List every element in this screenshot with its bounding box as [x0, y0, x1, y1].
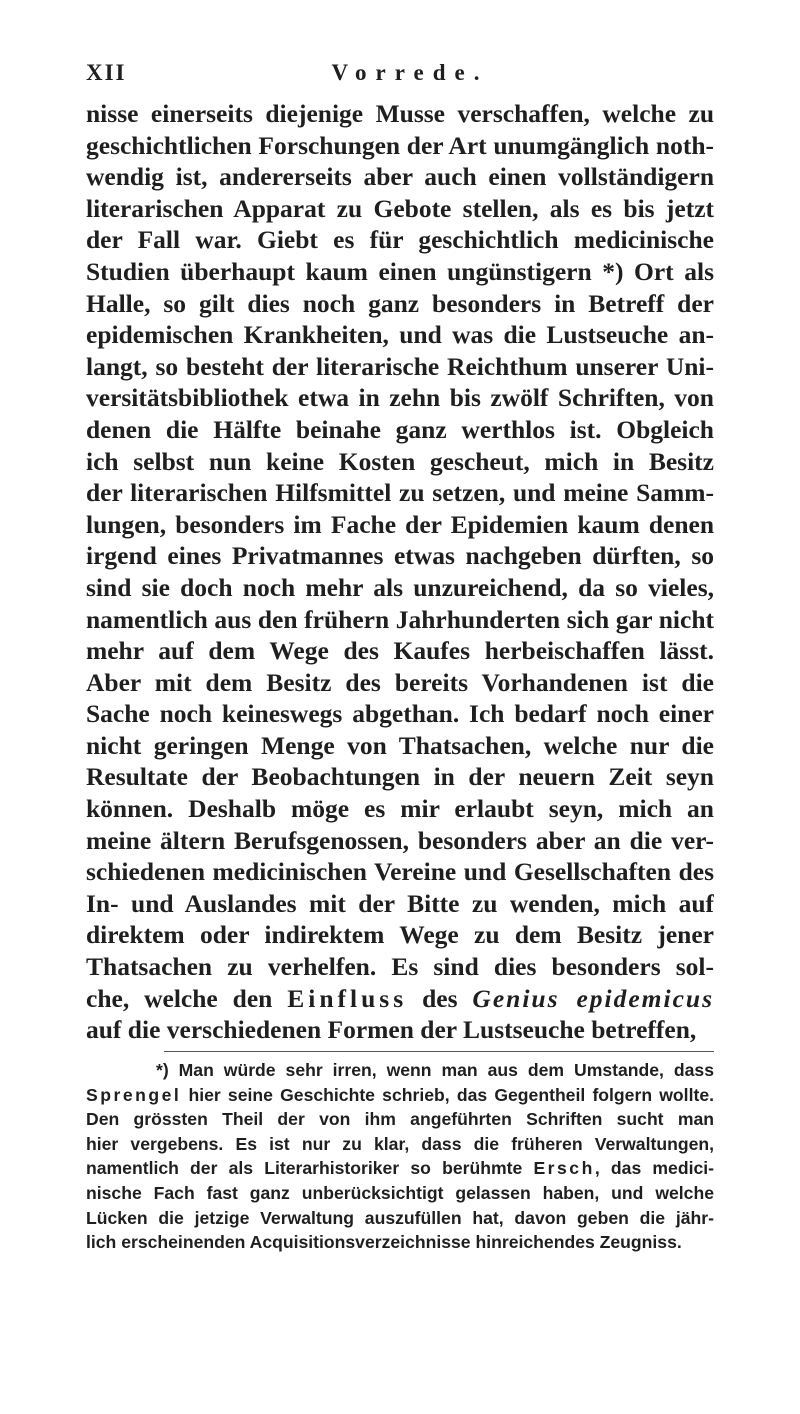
- footnote-rule: [164, 1051, 714, 1052]
- text-line: namentlich aus den frühern Jahrhunderten sich gar nicht: [86, 604, 714, 634]
- text-line: der Fall war. Giebt es für geschichtlich medicinische: [86, 225, 714, 255]
- footnote-line: [86, 1083, 714, 1108]
- text-line: schiedenen medicinischen Vereine und Gesellschaften des: [86, 857, 714, 887]
- text-line: lungen, besonders im Fache der Epidemien kaum denen: [86, 509, 714, 539]
- footnote: [86, 1058, 714, 1255]
- footnote-line: *) Man würde sehr irren, wenn man aus dem Umstande, dass: [156, 1060, 714, 1080]
- text-line: auf die verschiedenen Formen der Lustseuche betreffen,: [86, 1015, 697, 1045]
- text-fragment: , das medici-: [594, 1158, 714, 1179]
- text-line: versitätsbibliothek etwa in zehn bis zwölf Schriften, von: [86, 383, 714, 413]
- text-line: Aber mit dem Besitz des bereits Vorhandenen ist die: [86, 667, 714, 697]
- text-line: direktem oder indirektem Wege zu dem Besitz jener: [86, 920, 714, 950]
- author-name: Ersch: [533, 1158, 595, 1179]
- text-fragment: namentlich der als Literarhistoriker so berühmte: [86, 1158, 534, 1179]
- text-line: Halle, so gilt dies noch ganz besonders in Betreff der: [86, 288, 714, 318]
- text-line: nicht geringen Menge von Thatsachen, welche nur die: [86, 730, 714, 760]
- text-line: nisse einerseits diejenige Musse verschaffen, welche zu: [86, 99, 714, 128]
- text-line: meine ältern Berufsgenossen, besonders aber an die ver-: [86, 825, 714, 855]
- text-fragment: des: [407, 983, 473, 1013]
- text-line: Thatsachen zu verhelfen. Es sind dies besonders sol-: [86, 952, 714, 982]
- footnote-line: [86, 1156, 714, 1181]
- text-line: mehr auf dem Wege des Kaufes herbeischaffen lässt.: [86, 636, 714, 666]
- text-line: der literarischen Hilfsmittel zu setzen, und meine Samm-: [86, 478, 714, 508]
- text-line: geschichtlichen Forschungen der Art unumgänglich noth-: [86, 130, 714, 160]
- text-line: sind sie doch noch mehr als unzureichend, da so vieles,: [86, 572, 714, 602]
- text-fragment: hier seine Geschichte schrieb, das Gegentheil folgern wollte.: [181, 1084, 714, 1105]
- text-line: wendig ist, andererseits aber auch einen vollständigern: [86, 162, 714, 192]
- text-line: Sache noch keineswegs abgethan. Ich bedarf noch einer: [86, 699, 714, 729]
- page-number: XII: [86, 60, 127, 85]
- text-line: irgend eines Privatmannes etwas nachgeben dürften, so: [86, 541, 714, 571]
- text-line: ich selbst nun keine Kosten gescheut, mich in Besitz: [86, 446, 714, 476]
- author-name: Sprengel: [86, 1084, 182, 1105]
- latin-term: Genius epidemicus: [472, 983, 714, 1013]
- text-line: denen die Hälfte beinahe ganz werthlos ist. Obgleich: [86, 414, 714, 444]
- text-line: epidemischen Krankheiten, und was die Lustseuche an-: [86, 320, 714, 350]
- footnote-line: nische Fach fast ganz unberücksichtigt gelassen haben, und welche: [86, 1182, 714, 1203]
- text-line: [86, 983, 714, 1015]
- text-fragment: che, welche den: [86, 983, 288, 1013]
- text-line: literarischen Apparat zu Gebote stellen, als es bis jetzt: [86, 193, 714, 223]
- footnote-line: Den grössten Theil der von ihm angeführten Schriften sucht man: [86, 1109, 714, 1130]
- text-line: langt, so besteht der literarische Reichthum unserer Uni-: [86, 351, 714, 381]
- footnote-line: hier vergebens. Es ist nur zu klar, dass die früheren Verwaltungen,: [86, 1133, 714, 1154]
- footnote-line: lich erscheinenden Acquisitionsverzeichnisse hinreichendes Zeugniss.: [86, 1232, 682, 1253]
- spaced-term: Einfluss: [287, 983, 408, 1013]
- footnote-line: Lücken die jetzige Verwaltung auszufüllen hat, davon geben die jähr-: [86, 1207, 714, 1228]
- text-line: können. Deshalb möge es mir erlaubt seyn, mich an: [86, 794, 714, 824]
- running-title: Vorrede.: [331, 60, 489, 85]
- text-line: Studien überhaupt kaum einen ungünstigern *) Ort als: [86, 256, 714, 286]
- main-text: [86, 98, 714, 1046]
- text-line: Resultate der Beobachtungen in der neuern Zeit seyn: [86, 762, 714, 792]
- text-line: In- und Auslandes mit der Bitte zu wenden, mich auf: [86, 888, 714, 918]
- running-head: [86, 60, 714, 90]
